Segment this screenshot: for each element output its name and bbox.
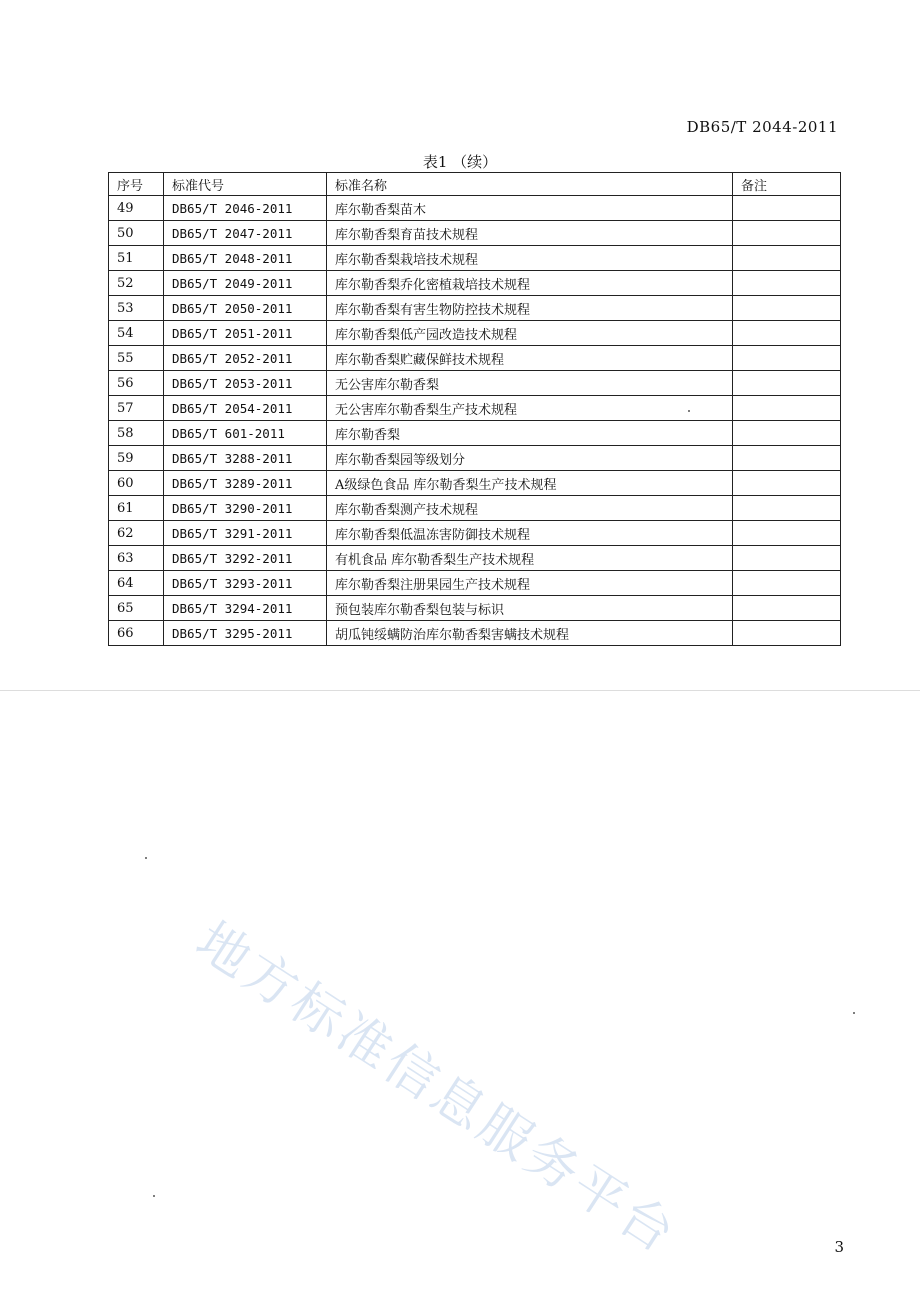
cell-remarks — [733, 271, 841, 296]
table-row — [109, 421, 841, 446]
cell-name: 库尔勒香梨园等级划分 — [327, 446, 733, 471]
cell-remarks — [733, 571, 841, 596]
cell-remarks — [733, 296, 841, 321]
page-divider — [0, 690, 920, 691]
cell-name: 库尔勒香梨有害生物防控技术规程 — [327, 296, 733, 321]
cell-seq: 65 — [109, 596, 164, 621]
cell-remarks — [733, 396, 841, 421]
cell-code: DB65/T 2047-2011 — [164, 221, 327, 246]
cell-code: DB65/T 601-2011 — [164, 421, 327, 446]
column-header-code: 标准代号 — [164, 173, 327, 196]
cell-remarks — [733, 496, 841, 521]
table-row — [109, 246, 841, 271]
cell-remarks — [733, 346, 841, 371]
cell-seq: 61 — [109, 496, 164, 521]
table-row — [109, 396, 841, 421]
cell-name: 库尔勒香梨苗木 — [327, 196, 733, 221]
cell-seq: 58 — [109, 421, 164, 446]
cell-code: DB65/T 2048-2011 — [164, 246, 327, 271]
table-row — [109, 621, 841, 646]
table-row — [109, 496, 841, 521]
cell-name: 库尔勒香梨注册果园生产技术规程 — [327, 571, 733, 596]
cell-seq: 56 — [109, 371, 164, 396]
cell-code: DB65/T 2046-2011 — [164, 196, 327, 221]
cell-code: DB65/T 3291-2011 — [164, 521, 327, 546]
table-row — [109, 521, 841, 546]
scan-speck — [688, 410, 690, 412]
cell-seq: 63 — [109, 546, 164, 571]
table-row — [109, 346, 841, 371]
cell-seq: 59 — [109, 446, 164, 471]
cell-name: 无公害库尔勒香梨 — [327, 371, 733, 396]
column-header-seq: 序号 — [109, 173, 164, 196]
cell-name: 库尔勒香梨贮藏保鲜技术规程 — [327, 346, 733, 371]
cell-code: DB65/T 2054-2011 — [164, 396, 327, 421]
cell-name: 库尔勒香梨测产技术规程 — [327, 496, 733, 521]
table-row — [109, 571, 841, 596]
cell-code: DB65/T 2052-2011 — [164, 346, 327, 371]
scan-speck — [145, 857, 147, 859]
watermark-text: 地方标准信息服务平台 — [185, 910, 688, 1267]
cell-name: 库尔勒香梨 — [327, 421, 733, 446]
cell-seq: 49 — [109, 196, 164, 221]
cell-remarks — [733, 371, 841, 396]
cell-seq: 53 — [109, 296, 164, 321]
cell-name: 库尔勒香梨低温冻害防御技术规程 — [327, 521, 733, 546]
table-row — [109, 446, 841, 471]
cell-remarks — [733, 321, 841, 346]
cell-seq: 60 — [109, 471, 164, 496]
cell-remarks — [733, 471, 841, 496]
cell-seq: 52 — [109, 271, 164, 296]
cell-name: 有机食品 库尔勒香梨生产技术规程 — [327, 546, 733, 571]
scan-speck — [153, 1195, 155, 1197]
table-row — [109, 221, 841, 246]
cell-code: DB65/T 3288-2011 — [164, 446, 327, 471]
table-header-row — [109, 173, 841, 196]
table-row — [109, 271, 841, 296]
cell-seq: 51 — [109, 246, 164, 271]
cell-name: A级绿色食品 库尔勒香梨生产技术规程 — [327, 471, 733, 496]
scan-speck — [853, 1012, 855, 1014]
cell-seq: 62 — [109, 521, 164, 546]
cell-remarks — [733, 546, 841, 571]
column-header-remarks: 备注 — [733, 173, 841, 196]
cell-remarks — [733, 596, 841, 621]
cell-remarks — [733, 446, 841, 471]
column-header-name: 标准名称 — [327, 173, 733, 196]
cell-code: DB65/T 3293-2011 — [164, 571, 327, 596]
cell-name: 预包装库尔勒香梨包装与标识 — [327, 596, 733, 621]
cell-name: 胡瓜钝绥螨防治库尔勒香梨害螨技术规程 — [327, 621, 733, 646]
cell-code: DB65/T 3295-2011 — [164, 621, 327, 646]
cell-remarks — [733, 521, 841, 546]
cell-name: 无公害库尔勒香梨生产技术规程 — [327, 396, 733, 421]
cell-seq: 64 — [109, 571, 164, 596]
cell-remarks — [733, 421, 841, 446]
cell-code: DB65/T 3290-2011 — [164, 496, 327, 521]
cell-remarks — [733, 196, 841, 221]
cell-seq: 57 — [109, 396, 164, 421]
table-row — [109, 371, 841, 396]
cell-seq: 50 — [109, 221, 164, 246]
cell-code: DB65/T 2049-2011 — [164, 271, 327, 296]
standards-table — [108, 172, 841, 646]
table-row — [109, 321, 841, 346]
cell-remarks — [733, 221, 841, 246]
document-code: DB65/T 2044-2011 — [686, 118, 838, 136]
table-row — [109, 546, 841, 571]
cell-code: DB65/T 3294-2011 — [164, 596, 327, 621]
cell-remarks — [733, 246, 841, 271]
table-row — [109, 196, 841, 221]
cell-remarks — [733, 621, 841, 646]
cell-seq: 66 — [109, 621, 164, 646]
cell-name: 库尔勒香梨乔化密植栽培技术规程 — [327, 271, 733, 296]
cell-name: 库尔勒香梨栽培技术规程 — [327, 246, 733, 271]
cell-seq: 55 — [109, 346, 164, 371]
cell-name: 库尔勒香梨育苗技术规程 — [327, 221, 733, 246]
table-title: 表1 （续） — [422, 153, 498, 171]
cell-code: DB65/T 3292-2011 — [164, 546, 327, 571]
page-number: 3 — [834, 1238, 844, 1256]
table-row — [109, 471, 841, 496]
cell-seq: 54 — [109, 321, 164, 346]
cell-code: DB65/T 2050-2011 — [164, 296, 327, 321]
cell-code: DB65/T 2053-2011 — [164, 371, 327, 396]
cell-code: DB65/T 3289-2011 — [164, 471, 327, 496]
table-row — [109, 296, 841, 321]
cell-code: DB65/T 2051-2011 — [164, 321, 327, 346]
table-body — [109, 196, 841, 646]
table-row — [109, 596, 841, 621]
cell-name: 库尔勒香梨低产园改造技术规程 — [327, 321, 733, 346]
